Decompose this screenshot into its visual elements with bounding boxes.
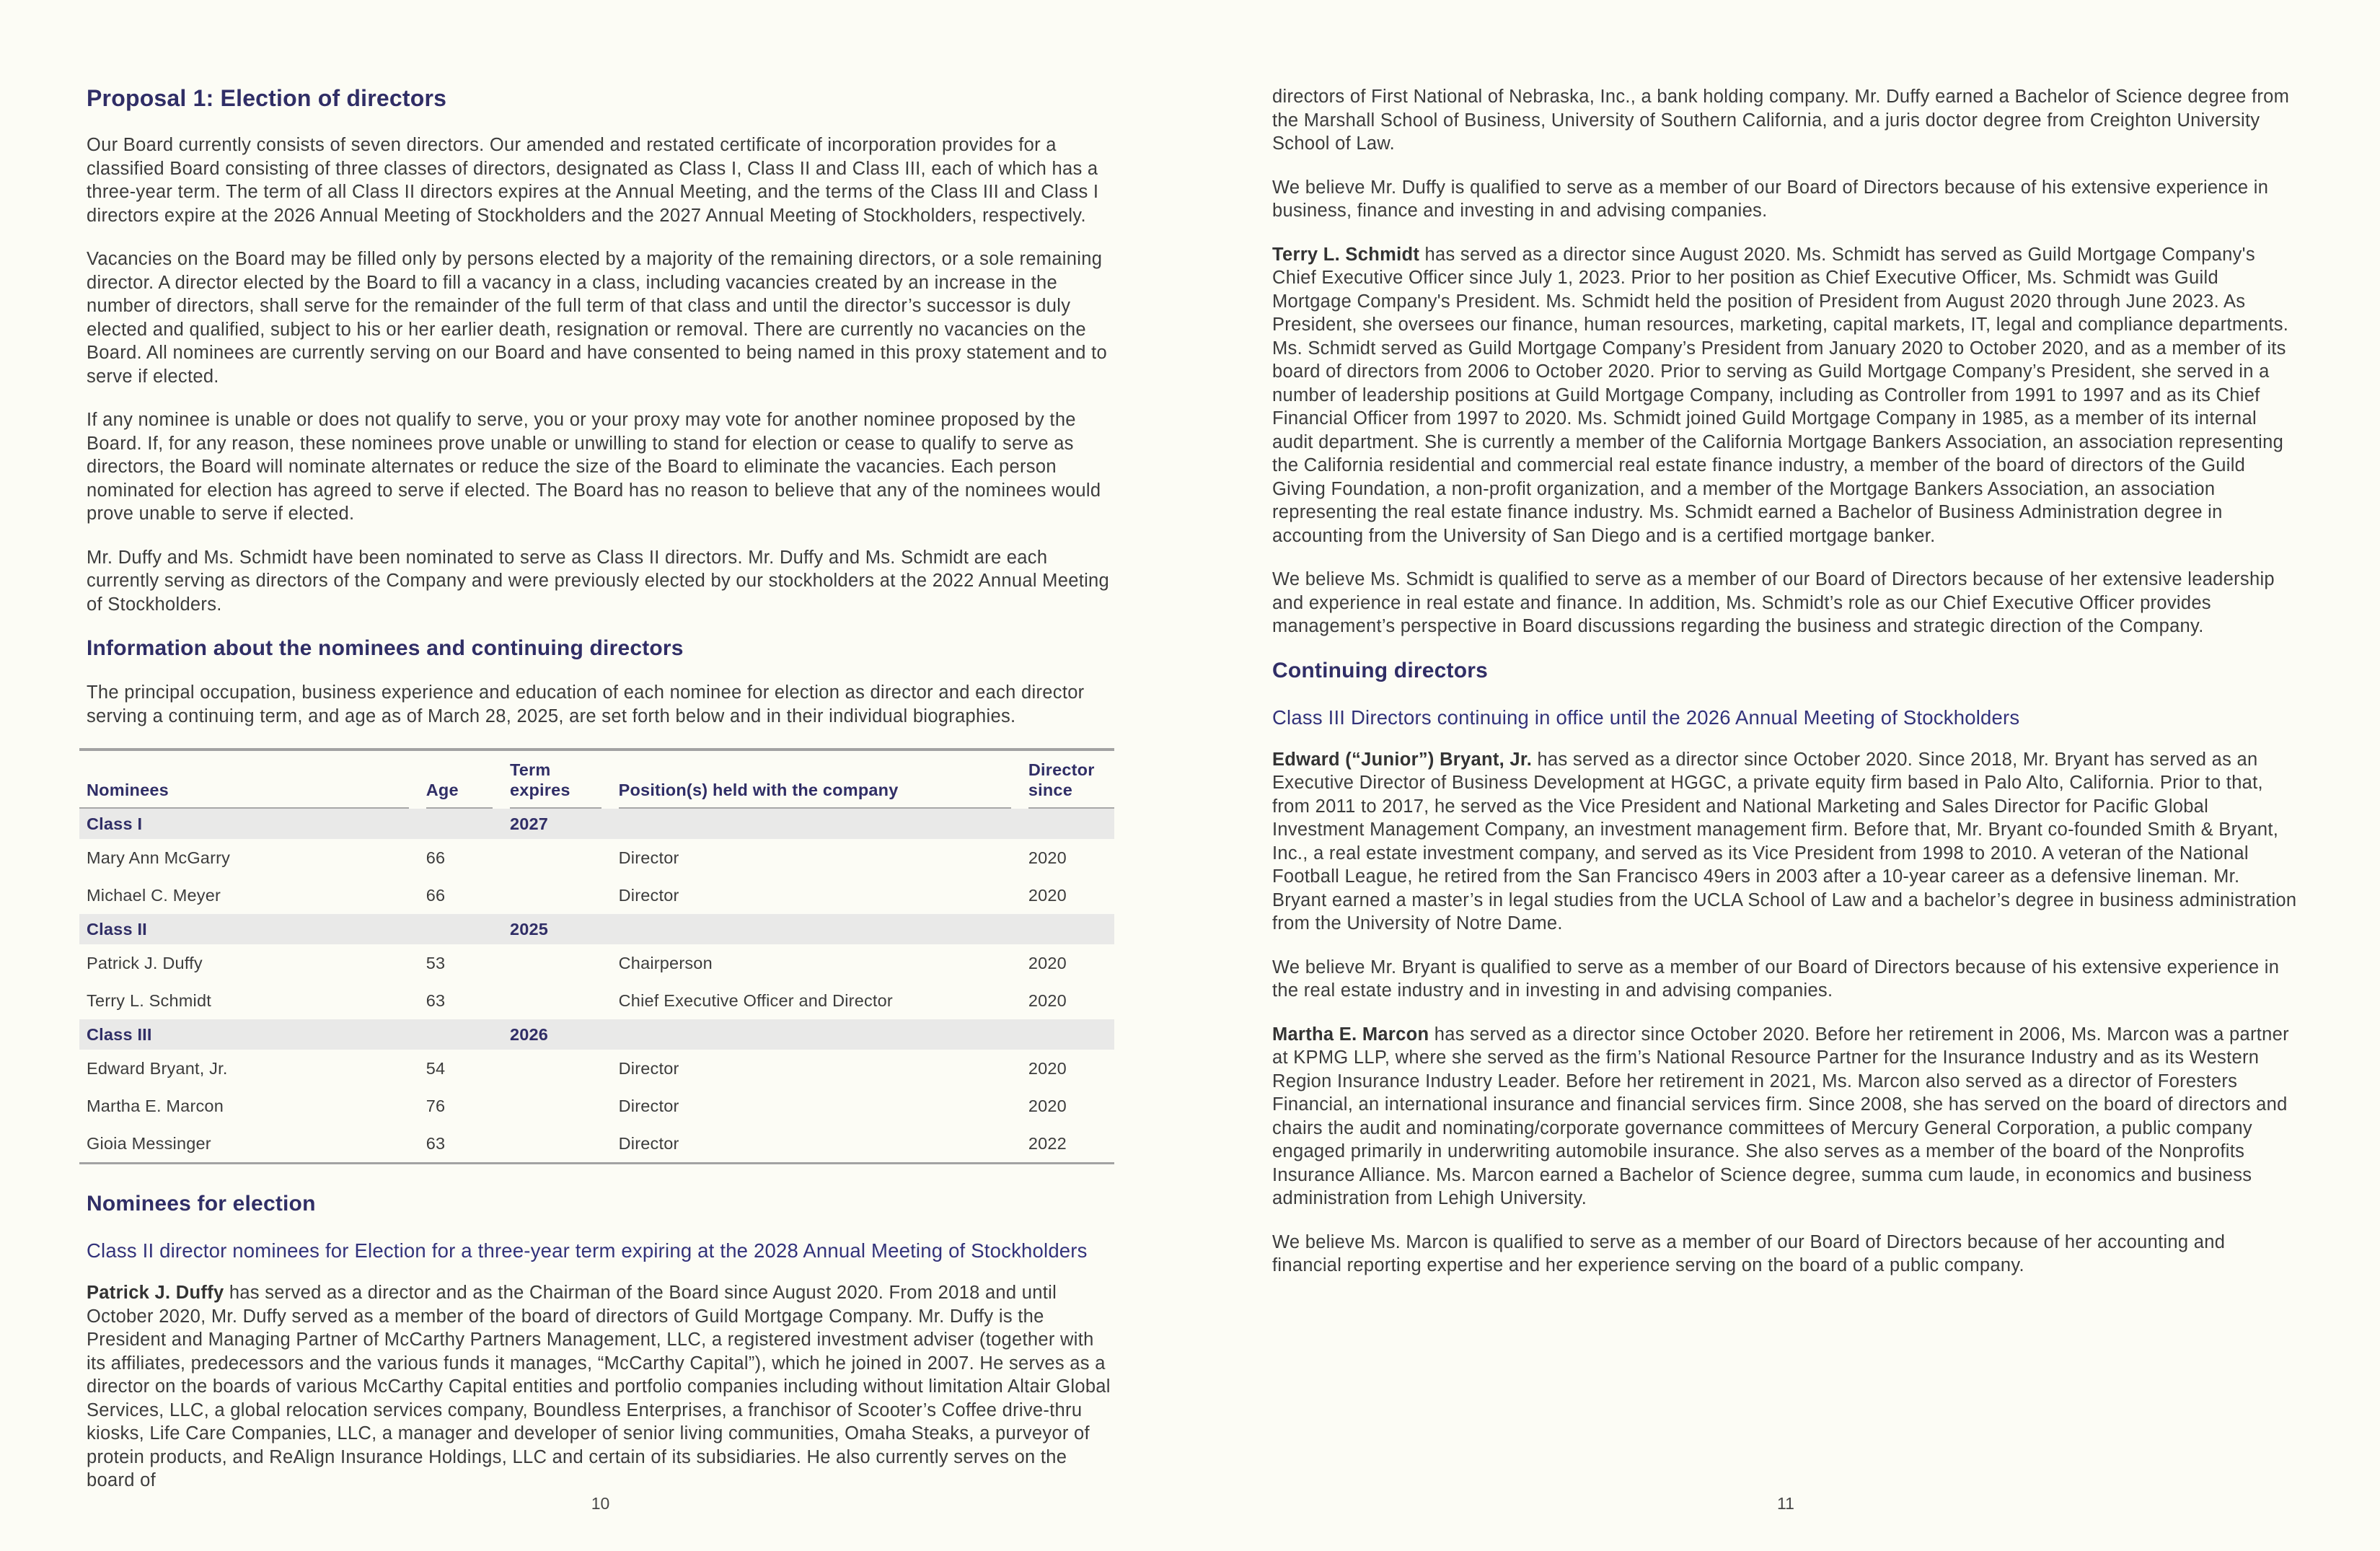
class-label: Class II bbox=[79, 914, 426, 944]
schmidt-qualification-paragraph: We believe Ms. Schmidt is qualified to serve as a member of our Board of Directors because of her extensive leadership and experience in real estate and finance. In addition, Ms. Schmidt’s role as our Chief Executive Officer provides management’s perspective in Board discussions regarding the business and strategic direction of the Company. bbox=[1272, 569, 2275, 636]
duffy-schmidt-nominated-paragraph: Mr. Duffy and Ms. Schmidt have been nominated to serve as Class II directors. Mr. Duffy and Ms. Schmidt are each currently serving as directors of the Company and were previously elected by our stockholders at the 2022 Annual Meeting of Stockholders. bbox=[87, 547, 1110, 615]
nominee-since: 2020 bbox=[1028, 954, 1067, 972]
marcon-bio-paragraph: Martha E. Marcon has served as a director since October 2020. Before her retirement in 2006, Ms. Marcon was a partner at KPMG LLP, where she served as the firm’s National Resource Partner for the Insurance Industry and as its Western Region Insurance Industry Leader. Before her retirement in 2021, Ms. Marcon also served as a director of Foresters Financial, an international insurance and financial services firm. Since 2008, she has served on the board of directors and chairs the audit and nominating/corporate governance committees of Mercury General Corporation, a public company engaged primarily in underwriting automobile insurance. She also serves as a member of the board of the Nonprofits Insurance Alliance. Ms. Marcon earned a Bachelor of Science degree, summa cum laude, in economics and business administration from Lehigh University. bbox=[1272, 1024, 2289, 1208]
nominee-since: 2020 bbox=[1028, 886, 1067, 905]
nominee-age: 63 bbox=[426, 1134, 446, 1153]
directors-table bbox=[79, 748, 1114, 1164]
nominee-since: 2020 bbox=[1028, 1097, 1067, 1115]
col-header-positions: Position(s) held with the company bbox=[619, 750, 1028, 809]
table-row bbox=[79, 876, 1114, 914]
table-row bbox=[79, 982, 1114, 1019]
nominee-position: Director bbox=[618, 1097, 679, 1115]
class3-subheading: Class III Directors continuing in office until the 2026 Annual Meeting of Stockholders bbox=[1272, 706, 2020, 729]
bryant-qualification-paragraph: We believe Mr. Bryant is qualified to serve as a member of our Board of Directors because of his extensive experience in the real estate industry and in investing in and advising companies. bbox=[1272, 957, 2280, 1001]
class-term: 2027 bbox=[510, 809, 619, 839]
table-row bbox=[79, 1050, 1114, 1087]
continuing-directors-heading: Continuing directors bbox=[1272, 658, 1488, 682]
nominee-name: Martha E. Marcon bbox=[87, 1097, 224, 1115]
duffy-name: Patrick J. Duffy bbox=[87, 1283, 224, 1303]
col-header-nominees: Nominees bbox=[79, 750, 426, 809]
nominee-position: Director bbox=[618, 1059, 679, 1078]
information-heading: Information about the nominees and continuing directors bbox=[87, 636, 684, 660]
nominees-for-election-heading: Nominees for election bbox=[87, 1192, 316, 1216]
nominee-position: Director bbox=[618, 848, 679, 867]
duffy-qualification-paragraph: We believe Mr. Duffy is qualified to serve as a member of our Board of Directors because of his extensive experience in business, finance and investing in and advising companies. bbox=[1272, 177, 2269, 221]
class2-subheading: Class II director nominees for Election for a three-year term expiring at the 2028 Annual Meeting of Stockholders bbox=[87, 1239, 1088, 1262]
nominee-age: 63 bbox=[426, 991, 446, 1010]
nominee-age: 66 bbox=[426, 848, 446, 867]
bryant-name: Edward (“Junior”) Bryant, Jr. bbox=[1272, 749, 1533, 770]
col-header-age: Age bbox=[426, 750, 510, 809]
nominee-unable-paragraph: If any nominee is unable or does not qualify to serve, you or your proxy may vote for another nominee proposed by the Board. If, for any reason, these nominees prove unable or unwilling to stand for election or cease to qualify to serve as directors, the Board will nominate alternates or reduce the size of the Board to eliminate the vacancies. Each person nominated for election has agreed to serve if elected. The Board has no reason to believe that any of the nominees would prove unable to serve if elected. bbox=[87, 410, 1101, 524]
class-term: 2026 bbox=[510, 1019, 619, 1050]
page-number-left: 10 bbox=[591, 1494, 610, 1513]
nominee-position: Chief Executive Officer and Director bbox=[618, 991, 893, 1010]
schmidt-name: Terry L. Schmidt bbox=[1272, 244, 1420, 265]
proposal-title: Proposal 1: Election of directors bbox=[87, 85, 447, 111]
nominee-age: 66 bbox=[426, 886, 446, 905]
nominee-since: 2020 bbox=[1028, 848, 1067, 867]
class-label: Class III bbox=[79, 1019, 426, 1050]
class-label: Class I bbox=[79, 809, 426, 839]
table-row bbox=[79, 839, 1114, 876]
page-right bbox=[1272, 0, 2299, 1551]
nominee-name: Mary Ann McGarry bbox=[87, 848, 231, 867]
information-intro-paragraph: The principal occupation, business experience and education of each nominee for election as director and each director serving a continuing term, and age as of March 28, 2025, are set forth below and in their individual biographies. bbox=[87, 682, 1085, 726]
table-class-row bbox=[79, 809, 1114, 839]
table-header-row bbox=[79, 750, 1114, 809]
board-overview-paragraph: Our Board currently consists of seven directors. Our amended and restated certificate of incorporation provides for a classified Board consisting of three classes of directors, designated as Class I, Class II and Class III, each of which has a three-year term. The term of all Class II directors expires at the Annual Meeting, and the terms of the Class III and Class I directors expire at the 2026 Annual Meeting of Stockholders and the 2027 Annual Meeting of Stockholders, respectively. bbox=[87, 135, 1099, 226]
table-row bbox=[79, 1087, 1114, 1125]
page-number-right: 11 bbox=[1777, 1494, 1794, 1513]
nominee-name: Terry L. Schmidt bbox=[87, 991, 211, 1010]
nominee-position: Chairperson bbox=[618, 954, 713, 972]
nominee-name: Gioia Messinger bbox=[87, 1134, 211, 1153]
col-header-director-since: Director since bbox=[1028, 750, 1114, 809]
class-term: 2025 bbox=[510, 914, 619, 944]
nominee-name: Patrick J. Duffy bbox=[87, 954, 203, 972]
page-left bbox=[87, 0, 1114, 1551]
nominee-since: 2022 bbox=[1028, 1134, 1067, 1153]
table-row bbox=[79, 944, 1114, 982]
schmidt-bio-paragraph: Terry L. Schmidt has served as a director since August 2020. Ms. Schmidt has served as Guild Mortgage Company's Chief Executive Officer since July 1, 2023. Prior to her position as Chief Executive Officer, Ms. Schmidt was Guild Mortgage Company's President. Ms. Schmidt held the position of President from August 2020 through June 2023. As President, she oversees our finance, human resources, marketing, capital markets, IT, legal and compliance departments. Ms. Schmidt served as Guild Mortgage Company’s President from January 2020 to October 2020, and as a member of its board of directors from 2006 to October 2020. Prior to serving as Guild Mortgage Company’s President, she served in a number of leadership positions at Guild Mortgage Company, including as Controller from 1991 to 1997 and as its Chief Financial Officer from 1997 to 2020. Ms. Schmidt joined Guild Mortgage Company in 1985, as a member of its internal audit department. She is currently a member of the California Mortgage Bankers Association, an association representing the California residential and commercial real estate finance industry, a member of the board of directors of the Guild Giving Foundation, a non-profit organization, and a member of the Mortgage Bankers Association, an association representing the real estate finance industry. Ms. Schmidt earned a Bachelor of Business Administration degree in accounting from the University of San Diego and is a certified mortgage banker. bbox=[1272, 244, 2289, 546]
nominee-position: Director bbox=[618, 1134, 679, 1153]
marcon-qualification-paragraph: We believe Ms. Marcon is qualified to serve as a member of our Board of Directors because of her accounting and financial reporting expertise and her experience serving on the board of a public company. bbox=[1272, 1231, 2226, 1275]
nominee-age: 54 bbox=[426, 1059, 446, 1078]
bryant-bio-paragraph: Edward (“Junior”) Bryant, Jr. has served as a director since October 2020. Since 2018, Mr. Bryant has served as an Executive Director of Business Development at HGGC, a private equity firm based in Palo Alto, California. Prior to that, from 2011 to 2017, he served as the Vice President and National Marketing and Sales Director for Pacific Global Investment Management Company, an investment management firm. Before that, Mr. Bryant co-founded Smith & Bryant, Inc., a real estate investment company, and served as its Vice President from 1998 to 2010. A veteran of the National Football League, he retired from the San Francisco 49ers in 2003 after a 10-year career as a defensive lineman. Mr. Bryant earned a master’s in legal studies from the UCLA School of Law and a bachelor’s degree in business administration from the University of Notre Dame. bbox=[1272, 749, 2297, 933]
duffy-bio-continued-paragraph: directors of First National of Nebraska, Inc., a bank holding company. Mr. Duffy earned a Bachelor of Science degree from the Marshall School of Business, University of Southern California, and a juris doctor degree from Creighton University School of Law. bbox=[1272, 87, 2290, 154]
marcon-name: Martha E. Marcon bbox=[1272, 1024, 1429, 1045]
vacancies-paragraph: Vacancies on the Board may be filled only by persons elected by a majority of the remaining directors, or a sole remaining director. A director elected by the Board to fill a vacancy in a class, including vacancies created by an increase in the number of directors, shall serve for the remainder of the full term of that class and until the director’s successor is duly elected and qualified, subject to his or her earlier death, resignation or removal. There are currently no vacancies on the Board. All nominees are currently serving on our Board and have consented to being named in this proxy statement and to serve if elected. bbox=[87, 249, 1107, 387]
duffy-bio-paragraph: Patrick J. Duffy has served as a director and as the Chairman of the Board since August 2020. From 2018 and until October 2020, Mr. Duffy served as a member of the board of directors of Guild Mortgage Company. Mr. Duffy is the President and Managing Partner of McCarthy Partners Management, LLC, a registered investment adviser (together with its affiliates, predecessors and the various funds it manages, “McCarthy Capital”), which he joined in 2007. He serves as a director on the boards of various McCarthy Capital entities and portfolio companies including without limitation Altair Global Services, LLC, a global relocation services company, Boundless Enterprises, a franchisor of Scooter’s Coffee drive-thru kiosks, Life Care Companies, LLC, a manager and developer of senior living communities, Omaha Steaks, a purveyor of protein products, and ReAlign Insurance Holdings, LLC and certain of its subsidiaries. He also currently serves on the board of bbox=[87, 1283, 1111, 1490]
table-class-row bbox=[79, 914, 1114, 944]
nominee-age: 53 bbox=[426, 954, 446, 972]
nominee-name: Edward Bryant, Jr. bbox=[87, 1059, 228, 1078]
nominee-position: Director bbox=[618, 886, 679, 905]
table-class-row bbox=[79, 1019, 1114, 1050]
nominee-since: 2020 bbox=[1028, 1059, 1067, 1078]
nominee-age: 76 bbox=[426, 1097, 446, 1115]
nominee-since: 2020 bbox=[1028, 991, 1067, 1010]
nominee-name: Michael C. Meyer bbox=[87, 886, 221, 905]
col-header-term-expires: Term expires bbox=[510, 750, 619, 809]
table-row bbox=[79, 1125, 1114, 1164]
